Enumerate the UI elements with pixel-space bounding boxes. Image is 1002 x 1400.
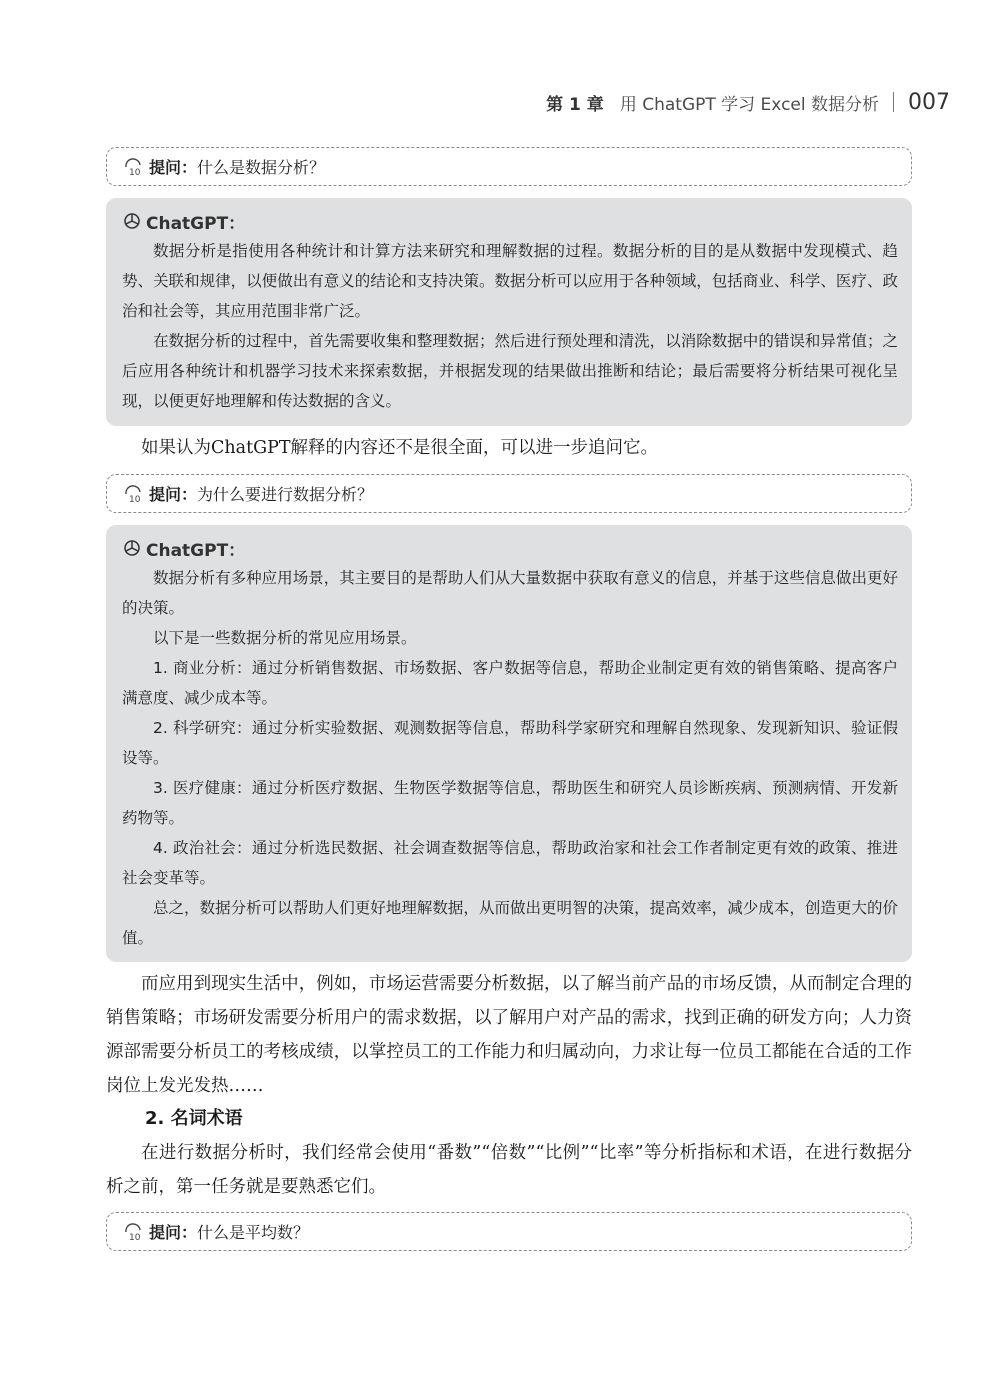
svg-text:10: 10 bbox=[129, 494, 141, 504]
answer-header bbox=[122, 535, 898, 561]
answer-list-item: 1. 商业分析：通过分析销售数据、市场数据、客户数据等信息，帮助企业制定更有效的销售策略、提高客户满意度、减少成本等。 bbox=[122, 659, 898, 707]
chatgpt-logo-icon bbox=[122, 538, 142, 558]
answer-paragraph: 总之，数据分析可以帮助人们更好地理解数据，从而做出更明智的决策，提高效率，减少成本，创造更大的价值。 bbox=[122, 899, 898, 947]
question-box-3 bbox=[106, 1212, 912, 1251]
answer-paragraph: 数据分析是指使用各种统计和计算方法来研究和理解数据的过程。数据分析的目的是从数据中发现模式、趋势、关联和规律，以便做出有意义的结论和支持决策。数据分析可以应用于各种领域，包括商业、科学、医疗、政治和社会等，其应用范围非常广泛。 bbox=[122, 242, 898, 320]
chapter-title: 用 ChatGPT 学习 Excel 数据分析 bbox=[619, 94, 879, 115]
chatgpt-logo-icon bbox=[122, 211, 142, 231]
answer-paragraph: 以下是一些数据分析的常见应用场景。 bbox=[153, 629, 417, 647]
question-box-2 bbox=[106, 474, 912, 513]
answer-list-item: 2. 科学研究：通过分析实验数据、观测数据等信息，帮助科学家研究和理解自然现象、发现新知识、验证假设等。 bbox=[122, 719, 898, 767]
page-header bbox=[546, 86, 950, 118]
body-paragraph: 而应用到现实生活中，例如，市场运营需要分析数据，以了解当前产品的市场反馈，从而制定合理的销售策略；市场研发需要分析用户的需求数据，以了解用户对产品的需求，找到正确的研发方向；人力资源部需要分析员工的考核成绩，以掌控员工的工作能力和归属动向，力求让每一位员工都能在合适的工作岗位上发光发热…… bbox=[106, 974, 912, 1096]
question-box-1 bbox=[106, 147, 912, 186]
answer-label: ChatGPT： bbox=[146, 213, 246, 234]
question-prefix: 提问： bbox=[149, 485, 198, 504]
body-paragraph: 在进行数据分析时，我们经常会使用“番数”“倍数”“比例”“比率”等分析指标和术语，在进行数据分析之前，第一任务就是要熟悉它们。 bbox=[106, 1143, 912, 1197]
header-divider bbox=[893, 92, 894, 112]
answer-paragraph: 在数据分析的过程中，首先需要收集和整理数据；然后进行预处理和清洗，以消除数据中的错误和异常值；之后应用各种统计和机器学习技术来探索数据，并根据发现的结果做出推断和结论；最后需要将分析结果可视化呈现，以便更好地理解和传达数据的含义。 bbox=[122, 332, 898, 410]
answer-box-1 bbox=[106, 198, 912, 426]
answer-label: ChatGPT： bbox=[146, 540, 246, 561]
page-number: 007 bbox=[908, 89, 950, 115]
question-prefix: 提问： bbox=[149, 158, 198, 177]
question-prefix: 提问： bbox=[149, 1223, 198, 1242]
section-title: 2. 名词术语 bbox=[145, 1108, 243, 1129]
body-paragraph: 如果认为ChatGPT解释的内容还不是很全面，可以进一步追问它。 bbox=[141, 438, 659, 458]
question-icon bbox=[123, 1222, 145, 1242]
answer-list-item: 4. 政治社会：通过分析选民数据、社会调查数据等信息，帮助政治家和社会工作者制定更有效的政策、推进社会变革等。 bbox=[122, 839, 898, 887]
question-text: 什么是平均数？ bbox=[197, 1223, 310, 1242]
chapter-label: 第 1 章 bbox=[546, 94, 604, 115]
question-text: 什么是数据分析？ bbox=[197, 158, 326, 177]
answer-box-2 bbox=[106, 525, 912, 962]
answer-list-item: 3. 医疗健康：通过分析医疗数据、生物医学数据等信息，帮助医生和研究人员诊断疾病、预测病情、开发新药物等。 bbox=[122, 779, 898, 827]
svg-text:10: 10 bbox=[129, 1232, 141, 1242]
svg-text:10: 10 bbox=[129, 167, 141, 177]
question-text: 为什么要进行数据分析？ bbox=[197, 485, 374, 504]
answer-header bbox=[122, 208, 898, 234]
question-icon bbox=[123, 484, 145, 504]
question-icon bbox=[123, 157, 145, 177]
answer-paragraph: 数据分析有多种应用场景，其主要目的是帮助人们从大量数据中获取有意义的信息，并基于这些信息做出更好的决策。 bbox=[122, 569, 898, 617]
